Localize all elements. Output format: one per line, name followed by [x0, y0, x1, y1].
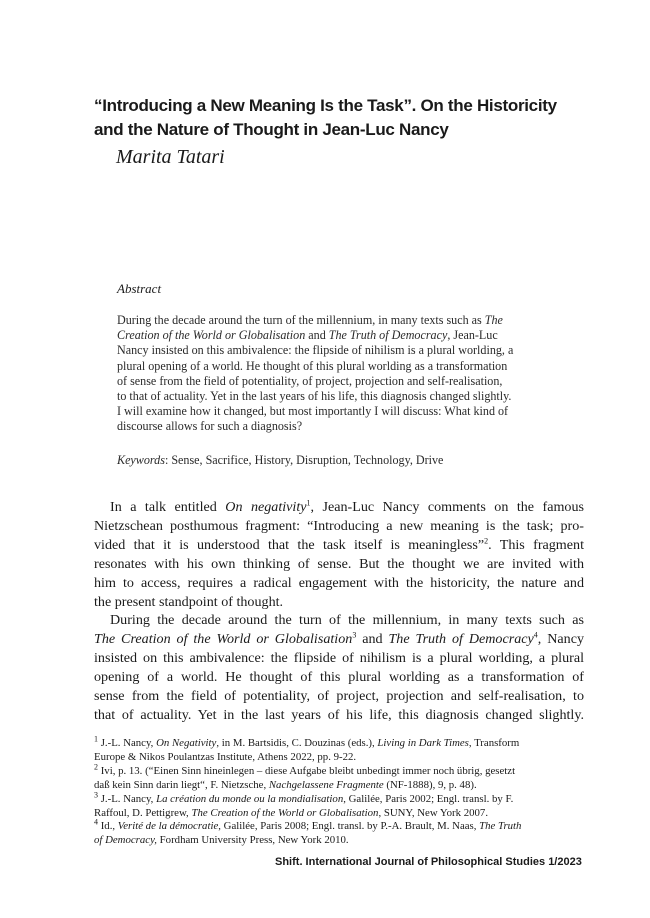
footnote-italic: Nachgelassene Fragmente	[268, 778, 384, 791]
footnote-2-cont	[94, 779, 584, 793]
abstract-line	[117, 313, 565, 328]
journal-footer: Shift. International Journal of Philosophical Studies 1/2023	[275, 856, 582, 868]
abstract-italic: Creation of the World or Globalisation	[117, 328, 306, 343]
body-text	[94, 498, 584, 725]
footnote-ref[interactable]: 2	[484, 536, 489, 546]
footnotes	[94, 734, 584, 848]
footnote-text: , in M. Bartsidis, C. Douzinas (eds.),	[216, 737, 378, 749]
body-line: the present standpoint of thought.	[94, 593, 284, 610]
body-span: , Jean-Luc Nancy comments on the famous	[310, 499, 584, 515]
footnote-italic: of Democracy,	[94, 834, 157, 847]
body-line: him to access, requires a radical engagement with the historicity, the nature and	[94, 574, 584, 591]
footnote-italic: On Negativity	[156, 737, 217, 749]
footnote-text: daß kein Sinn darin liegt“, F. Nietzsche,	[94, 778, 269, 791]
footnote-text: J.-L. Nancy,	[98, 792, 157, 805]
footnote-text: , Transform	[468, 737, 520, 749]
footnote-4-cont	[94, 834, 584, 848]
body-italic: The Creation of the World or Globalisation	[94, 631, 353, 648]
footnote-text: Ivi, p. 13. (“Einen Sinn hineinlegen – diese Aufgabe bleibt unbedingt immer noch übrig, gesetzt	[98, 764, 516, 777]
body-line	[94, 536, 584, 555]
footnote-text: Id.,	[98, 820, 118, 833]
abstract-line	[117, 328, 565, 343]
abstract-text: and	[305, 328, 329, 343]
footnote-text: , SUNY, New York 2007.	[378, 806, 489, 819]
body-line: During the decade around the turn of the millennium, in many texts such as	[110, 612, 584, 629]
keywords	[117, 453, 443, 468]
abstract-line: I will examine how it changed, but most importantly I will discuss: What kind of	[117, 404, 509, 419]
body-line: insisted on this ambivalence: the flipside of nihilism is a plural worlding, a plural	[94, 650, 584, 667]
body-line	[94, 630, 584, 649]
abstract-italic: The	[484, 313, 503, 327]
abstract-italic: The Truth of Democracy	[328, 328, 448, 343]
footnote-1-cont: Europe & Nikos Poulantzas Institute, Athens 2022, pp. 9-22.	[94, 750, 357, 763]
footnote-text: J.-L. Nancy,	[98, 737, 157, 749]
abstract-text: During the decade around the turn of the millennium, in many texts such as	[117, 313, 485, 327]
body-line	[94, 498, 584, 517]
body-span: . This fragment	[488, 536, 584, 553]
footnote-italic: La création du monde ou la mondialisation	[156, 792, 344, 805]
keywords-list: : Sense, Sacrifice, History, Disruption, Technology, Drive	[164, 453, 444, 467]
footnote-text: (NF-1888), 9, p. 48).	[383, 778, 477, 791]
footnote-italic: Verité de la démocratie	[117, 820, 219, 833]
body-span: vided that it is understood that the task itself is meaningless”	[94, 536, 485, 553]
footnote-text: Raffoul, D. Pettigrew,	[94, 806, 192, 819]
footnote-3	[94, 790, 584, 807]
footnote-4	[94, 817, 584, 834]
abstract-text: , Jean-Luc	[447, 328, 498, 343]
footnote-text: , Galilée, Paris 2008; Engl. transl. by P.-A. Brault, M. Naas,	[218, 820, 480, 833]
footnote-italic: Living in Dark Times	[377, 737, 469, 749]
author-name: Marita Tatari	[116, 146, 225, 168]
body-span: , Nancy	[537, 631, 585, 648]
abstract-body	[117, 313, 565, 435]
footnote-1	[94, 734, 584, 751]
footnote-text: , Galilée, Paris 2002; Engl. transl. by F.	[343, 792, 514, 805]
footnote-ref[interactable]: 4	[533, 630, 538, 640]
abstract-heading: Abstract	[117, 281, 162, 296]
abstract-line: to that of actuality. Yet in the last years of his life, this diagnosis changed slightly.	[117, 389, 512, 404]
abstract-line: discourse allows for such a diagnosis?	[117, 419, 303, 434]
footnote-ref[interactable]: 1	[306, 498, 311, 508]
body-span: In a talk entitled	[110, 499, 226, 515]
footnote-number: 2	[94, 762, 98, 772]
body-line: that of actuality. Yet in the last years of his life, this diagnosis changed slightly.	[94, 706, 584, 723]
footnote-text: Fordham University Press, New York 2010.	[156, 834, 349, 847]
paper-title	[94, 94, 594, 142]
body-line: resonates with his own thinking of sense. But the thought we are invited with	[94, 555, 584, 572]
footnote-italic: The Truth	[479, 820, 522, 833]
body-italic: The Truth of Democracy	[388, 631, 534, 648]
title-line-2: and the Nature of Thought in Jean-Luc Nancy	[94, 120, 449, 139]
title-line-1: “Introducing a New Meaning Is the Task”. On the Historicity	[94, 96, 557, 115]
footnote-italic: The Creation of the World or Globalisation	[191, 806, 379, 819]
footnote-3-cont	[94, 807, 584, 821]
footnote-2	[94, 762, 584, 779]
abstract-line: plural opening of a world. He thought of this plural worlding as a transformation	[117, 358, 508, 373]
body-italic: On negativity	[225, 499, 307, 515]
body-line: Nietzschean posthumous fragment: “Introducing a new meaning is the task; pro-	[94, 517, 584, 534]
abstract-line: Nancy insisted on this ambivalence: the flipside of nihilism is a plural worlding, a	[117, 343, 514, 358]
body-line: sense from the field of potentiality, of project, projection and self-realisation, to	[94, 688, 584, 705]
keywords-label: Keywords	[117, 453, 165, 467]
footnote-number: 4	[94, 817, 98, 827]
footnote-number: 3	[94, 790, 98, 800]
body-span: and	[356, 631, 389, 648]
body-line: opening of a world. He thought of this plural worlding as a transformation of	[94, 669, 584, 686]
footnote-ref[interactable]: 3	[352, 630, 357, 640]
abstract-line: of sense from the field of potentiality, of project, projection and self-realisation,	[117, 373, 503, 388]
footnote-number: 1	[94, 734, 98, 744]
